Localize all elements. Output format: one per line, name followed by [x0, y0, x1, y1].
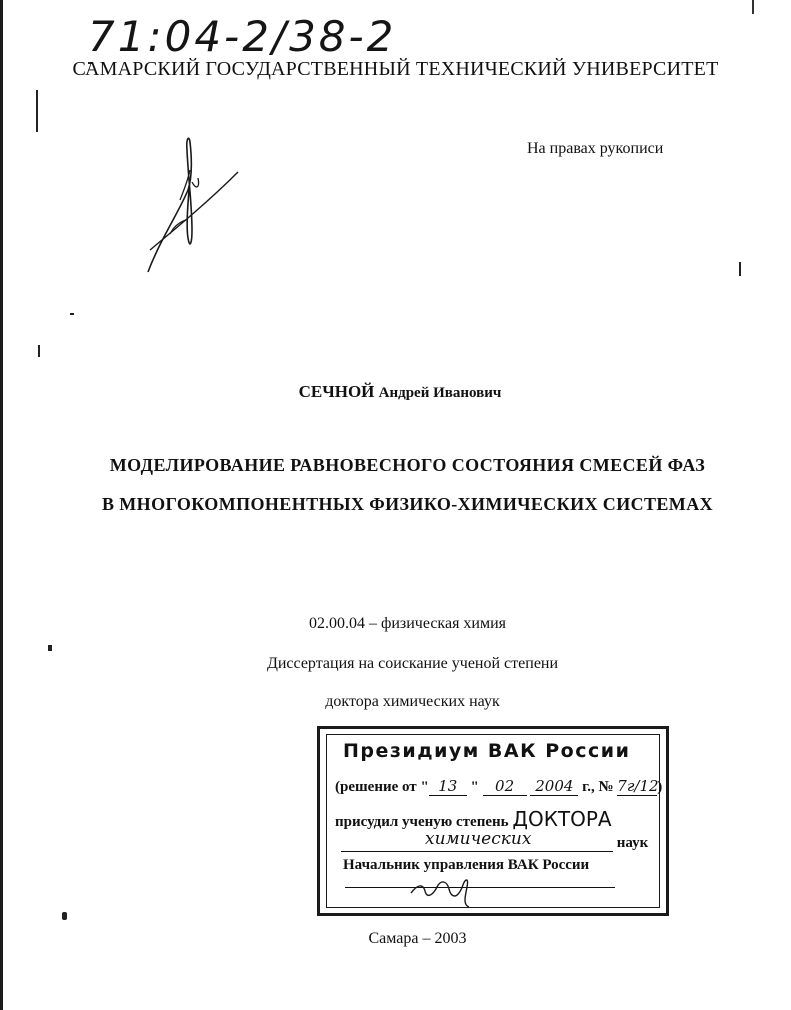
title-line-2: В МНОГОКОМПОНЕНТНЫХ ФИЗИКО-ХИМИЧЕСКИХ СИСТЕМАХ — [101, 494, 713, 514]
author-name: Андрей Иванович — [378, 385, 502, 401]
city-year: Самара – 2003 — [368, 930, 467, 947]
dissertation-label: Диссертация на соискание ученой степени — [266, 655, 559, 672]
scan-speck — [62, 912, 67, 920]
decision-month: 02 — [483, 777, 527, 796]
title-line-1: МОДЕЛИРОВАНИЕ РАВНОВЕСНОГО СОСТОЯНИЯ СМЕСЕЙ ФАЗ — [109, 455, 706, 475]
author-surname: СЕЧНОЙ — [298, 382, 375, 401]
vak-stamp — [317, 726, 669, 916]
awarded-prefix: присудил ученую степень — [335, 814, 509, 830]
author — [0, 382, 791, 402]
field-suffix: наук — [616, 835, 649, 851]
awarded-degree: ДОКТОРА — [512, 807, 612, 831]
scan-speck — [36, 112, 38, 132]
decision-day: 13 — [429, 777, 467, 796]
scan-mark — [752, 0, 754, 14]
stamp-title: Президиум ВАК России — [343, 740, 631, 762]
stamp-awarded — [335, 807, 612, 831]
scan-speck — [739, 262, 741, 276]
decision-year: 2004 — [530, 777, 578, 796]
manuscript-rights: На правах рукописи — [527, 140, 664, 157]
signature-graphic — [140, 130, 250, 280]
stamp-field — [341, 829, 671, 852]
scan-speck — [70, 313, 74, 315]
scan-speck — [48, 645, 52, 651]
decision-number: 7г/12 — [617, 777, 659, 795]
stamp-decision: (решение от " 13 " 02 2004 г., № 7г/12) — [335, 777, 663, 795]
chief-signature — [407, 865, 487, 910]
scan-speck — [38, 345, 40, 357]
specialty: 02.00.04 – физическая химия — [308, 615, 507, 632]
field-underline — [341, 829, 613, 852]
stamp-frame — [326, 734, 663, 908]
field-handwritten: химических — [425, 829, 532, 849]
university-name: САМАРСКИЙ ГОСУДАРСТВЕННЫЙ ТЕХНИЧЕСКИЙ УНИВЕРСИТЕТ — [72, 58, 719, 80]
stamp-chief: Начальник управления ВАК России — [343, 857, 590, 873]
handwritten-code: 71:04-2/38-2 — [88, 12, 397, 61]
degree-label: доктора химических наук — [325, 693, 500, 710]
decision-year-suffix: г., № — [582, 779, 614, 795]
decision-prefix: (решение от — [335, 779, 417, 795]
